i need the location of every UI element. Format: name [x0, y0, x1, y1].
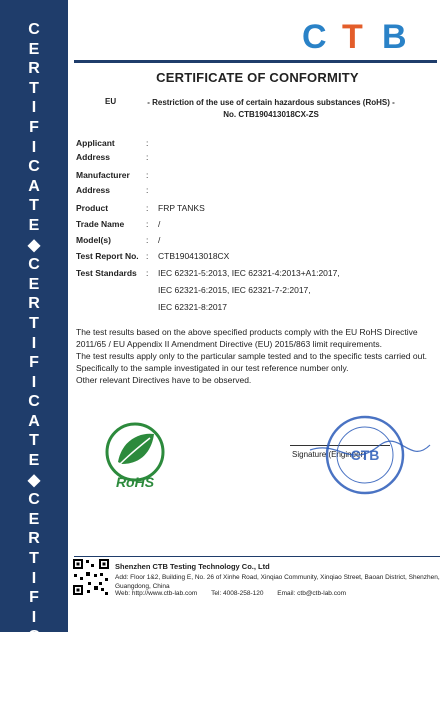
sidebar-letter: E [28, 687, 40, 705]
field-colon: : [146, 152, 149, 162]
ctb-logo [302, 18, 420, 54]
sidebar-letter: I [31, 373, 37, 391]
eu-label: EU [105, 97, 117, 106]
field-label: Manufacturer [76, 170, 130, 180]
footer-web: Web: http://www.ctb-lab.com [115, 590, 198, 597]
sidebar-letter: R [28, 295, 40, 313]
sidebar-letter: I [31, 569, 37, 587]
field-colon: : [146, 219, 149, 229]
footer-address: Add: Floor 1&2, Building E, No. 26 of Xinhe Road, Xinqiao Community, Xinqiao Street, Baoan District, Shenzhen, Guangdong, China [115, 574, 440, 590]
field-colon: : [146, 251, 149, 261]
field-value: / [158, 235, 161, 245]
sidebar-letter: T [29, 197, 39, 215]
certificate-subtitle [146, 97, 396, 121]
sidebar-letter: A [28, 412, 40, 430]
sidebar-letter: C [28, 256, 40, 274]
sidebar-letter: E [28, 275, 40, 293]
field-label: Trade Name [76, 219, 125, 229]
qr-code-icon [72, 558, 110, 596]
sidebar-letter: C [28, 393, 40, 411]
footer-email: Email: ctb@ctb-lab.com [277, 590, 347, 597]
header-rule [74, 60, 437, 63]
footer-rule [74, 556, 440, 557]
logo-letter-t: T [342, 18, 363, 54]
field-label: Applicant [76, 138, 115, 148]
svg-text:CTB: CTB [350, 447, 380, 463]
field-label: Test Standards [76, 268, 137, 278]
sidebar-letter: T [29, 667, 39, 685]
sidebar-letter: E [28, 216, 40, 234]
rohs-label: RoHS [115, 474, 155, 490]
standards-line: IEC 62321-6:2015, IEC 62321-7-2:2017, [158, 285, 311, 295]
sidebar-letter: F [29, 118, 39, 136]
compliance-paragraph: The test results based on the above specified products comply with the EU RoHS Directive 2011/65 / EU Appendix II Amendment Directive (EU) 2015/863 limit requirements. [76, 327, 418, 349]
sidebar-letter: T [29, 314, 39, 332]
sidebar-letter: R [28, 530, 40, 548]
footer-contact [115, 590, 346, 597]
signature-label: Signature (Engineer) [292, 450, 366, 459]
sidebar-letter: A [28, 648, 40, 665]
sidebar-letter: T [29, 550, 39, 568]
sidebar-letter: F [29, 589, 39, 607]
field-colon: : [146, 203, 149, 213]
sidebar-letter: T [29, 432, 39, 450]
certificate-number: No. CTB190413018CX-ZS [223, 110, 319, 119]
sidebar-letter: C [28, 21, 40, 38]
sidebar-letter: C [28, 491, 40, 509]
sidebar-letter: C [28, 158, 40, 176]
field-label: Address [76, 185, 111, 195]
sidebar-letter: E [28, 510, 40, 528]
logo-letter-b: B [382, 18, 407, 54]
logo-letter-c: C [302, 18, 327, 54]
field-value: CTB190413018CX [158, 251, 230, 261]
sidebar-letter: I [31, 99, 37, 117]
rohs-leaf-icon [100, 420, 170, 490]
field-colon: : [146, 235, 149, 245]
field-colon: : [146, 170, 149, 180]
field-value: FRP TANKS [158, 203, 205, 213]
field-label: Test Report No. [76, 251, 139, 261]
field-label: Product [76, 203, 109, 213]
field-colon: : [146, 268, 149, 278]
sidebar-diamond-icon: ◆ [27, 471, 41, 489]
sidebar-vertical-text [22, 20, 46, 706]
field-colon: : [146, 185, 149, 195]
sidebar-letter: A [28, 177, 40, 195]
certificate-title: CERTIFICATE OF CONFORMITY [156, 70, 359, 85]
field-value: IEC 62321-5:2013, IEC 62321-4:2013+A1:2017, [158, 268, 340, 278]
field-value: / [158, 219, 161, 229]
sidebar-letter: I [31, 334, 37, 352]
footer-tel: Tel: 4008-258-120 [211, 590, 264, 597]
field-label: Address [76, 152, 111, 162]
sidebar-letter: E [28, 40, 40, 58]
sidebar-letter: I [31, 138, 37, 156]
sidebar-letter: T [29, 79, 39, 97]
sidebar-letter: R [28, 60, 40, 78]
sidebar-letter: I [31, 608, 37, 626]
sidebar-letter: E [28, 452, 40, 470]
standards-line: IEC 62321-8:2017 [158, 302, 227, 312]
directives-note: Other relevant Directives have to be observed. [76, 375, 252, 385]
field-label: Model(s) [76, 235, 111, 245]
company-seal-icon [290, 410, 440, 500]
sidebar-diamond-icon: ◆ [27, 236, 41, 254]
footer-company: Shenzhen CTB Testing Technology Co., Ltd [115, 562, 270, 571]
subtitle-line-1: - Restriction of the use of certain hazardous substances (RoHS) - [147, 98, 395, 107]
sidebar-letter: F [29, 354, 39, 372]
scope-paragraph: The test results apply only to the particular sample tested and to the specific tests carried out. Specifically to the sample investigated in our test reference number only. [76, 351, 428, 373]
sidebar-letter: C [28, 628, 40, 646]
certificate-sidebar [0, 0, 68, 705]
field-colon: : [146, 138, 149, 148]
